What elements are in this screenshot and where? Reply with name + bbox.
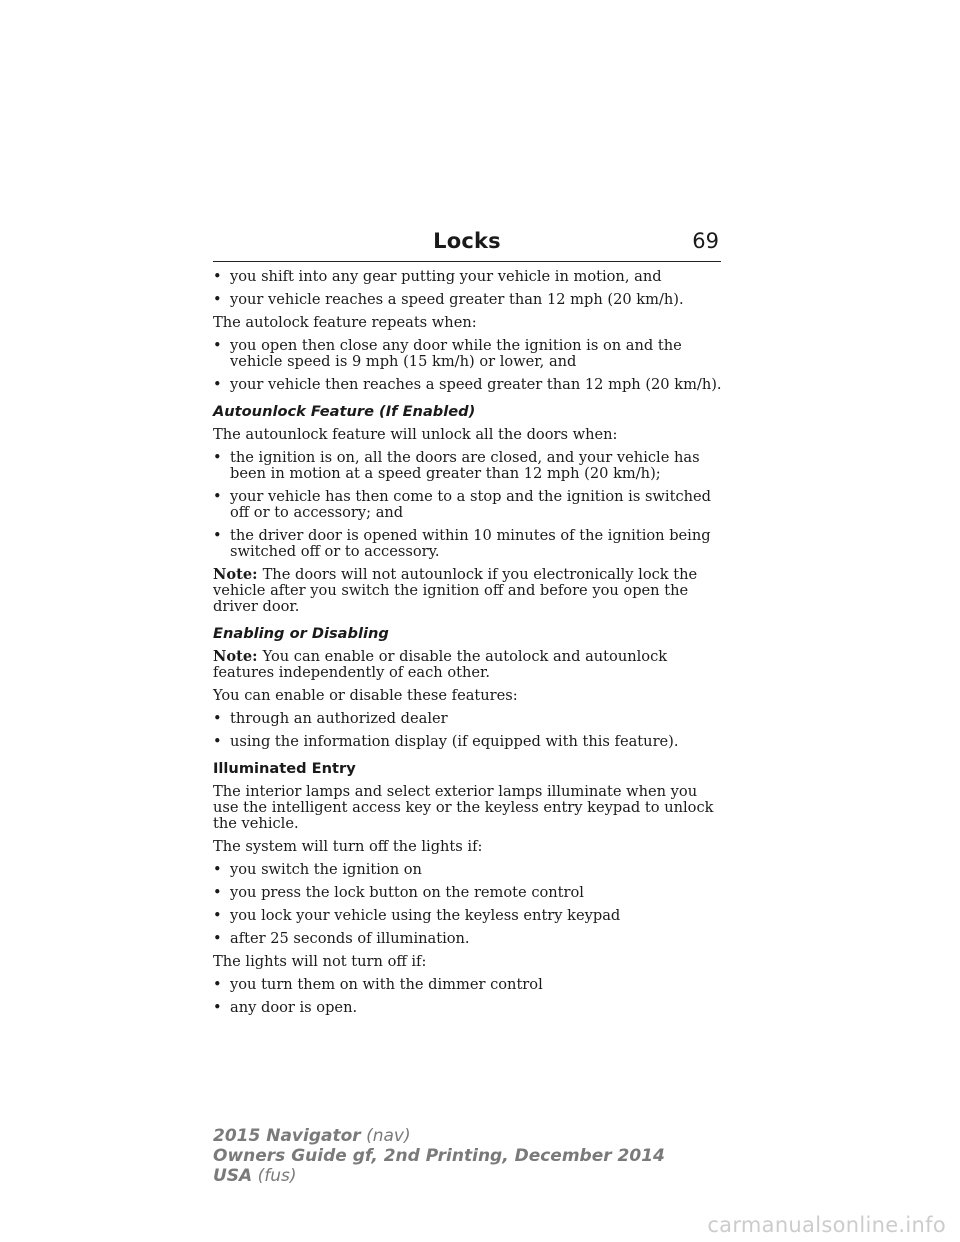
bullet-icon: • xyxy=(213,884,222,901)
page-number: 69 xyxy=(692,229,719,253)
enabling-note xyxy=(213,649,723,681)
list-item: • you shift into any gear putting your vehicle in motion, and xyxy=(213,268,662,285)
autounlock-note xyxy=(213,567,723,615)
lights-off-intro: The system will turn off the lights if: xyxy=(213,838,483,855)
list-item: • the driver door is opened within 10 minutes of the ignition being switched off or to accessory. xyxy=(213,527,711,560)
note-text: The doors will not autounlock if you electronically lock the vehicle after you switch the ignition off and before you open the driver door. xyxy=(213,566,698,615)
page-content xyxy=(213,269,723,1023)
list-item: • using the information display (if equipped with this feature). xyxy=(213,733,679,750)
list-item: • your vehicle reaches a speed greater than 12 mph (20 km/h). xyxy=(213,291,684,308)
page-header xyxy=(213,229,721,262)
list-item: • you switch the ignition on xyxy=(213,861,422,878)
bullet-icon: • xyxy=(213,999,222,1016)
autolock-repeat-intro: The autolock feature repeats when: xyxy=(213,314,477,331)
footer-line-model: 2015 Navigator (nav) xyxy=(213,1126,411,1146)
bullet-icon: • xyxy=(213,930,222,947)
autounlock-heading: Autounlock Feature (If Enabled) xyxy=(213,403,476,420)
watermark: carmanualsonline.info xyxy=(707,1213,946,1237)
bullet-icon: • xyxy=(213,527,222,544)
bullet-icon: • xyxy=(213,861,222,878)
footer-line-region: USA (fus) xyxy=(213,1166,297,1186)
bullet-icon: • xyxy=(213,733,222,750)
list-item: • you open then close any door while the ignition is on and the vehicle speed is 9 mph (15 km/h) or lower, and xyxy=(213,337,682,370)
note-text: You can enable or disable the autolock and autounlock features independently of each other. xyxy=(213,648,668,681)
illuminated-para: The interior lamps and select exterior lamps illuminate when you use the intelligent access key or the keyless entry keypad to unlock the vehicle. xyxy=(213,783,714,832)
section-title: Locks xyxy=(433,229,501,253)
document-footer xyxy=(213,1126,665,1186)
bullet-icon: • xyxy=(213,337,222,354)
list-item: • you press the lock button on the remote control xyxy=(213,884,584,901)
list-item: • your vehicle then reaches a speed greater than 12 mph (20 km/h). xyxy=(213,376,722,393)
bullet-icon: • xyxy=(213,291,222,308)
list-item: • the ignition is on, all the doors are closed, and your vehicle has been in motion at a speed greater than 12 mph (20 km/h); xyxy=(213,449,700,482)
bullet-icon: • xyxy=(213,449,222,466)
note-label: Note: xyxy=(213,566,263,583)
bullet-icon: • xyxy=(213,376,222,393)
autounlock-intro: The autounlock feature will unlock all the doors when: xyxy=(213,426,618,443)
note-label: Note: xyxy=(213,648,263,665)
bullet-icon: • xyxy=(213,268,222,285)
list-item: • any door is open. xyxy=(213,999,358,1016)
list-item: • after 25 seconds of illumination. xyxy=(213,930,470,947)
bullet-icon: • xyxy=(213,976,222,993)
list-item: • you turn them on with the dimmer control xyxy=(213,976,543,993)
footer-line-edition: Owners Guide gf, 2nd Printing, December 2014 xyxy=(213,1146,665,1166)
list-item: • you lock your vehicle using the keyless entry keypad xyxy=(213,907,621,924)
bullet-icon: • xyxy=(213,907,222,924)
enabling-heading: Enabling or Disabling xyxy=(213,625,389,642)
illuminated-heading: Illuminated Entry xyxy=(213,760,356,777)
lights-not-off-intro: The lights will not turn off if: xyxy=(213,953,427,970)
list-item: • through an authorized dealer xyxy=(213,710,448,727)
bullet-icon: • xyxy=(213,488,222,505)
bullet-icon: • xyxy=(213,710,222,727)
list-item: • your vehicle has then come to a stop and the ignition is switched off or to accessory; and xyxy=(213,488,712,521)
enabling-intro: You can enable or disable these features: xyxy=(213,687,518,704)
